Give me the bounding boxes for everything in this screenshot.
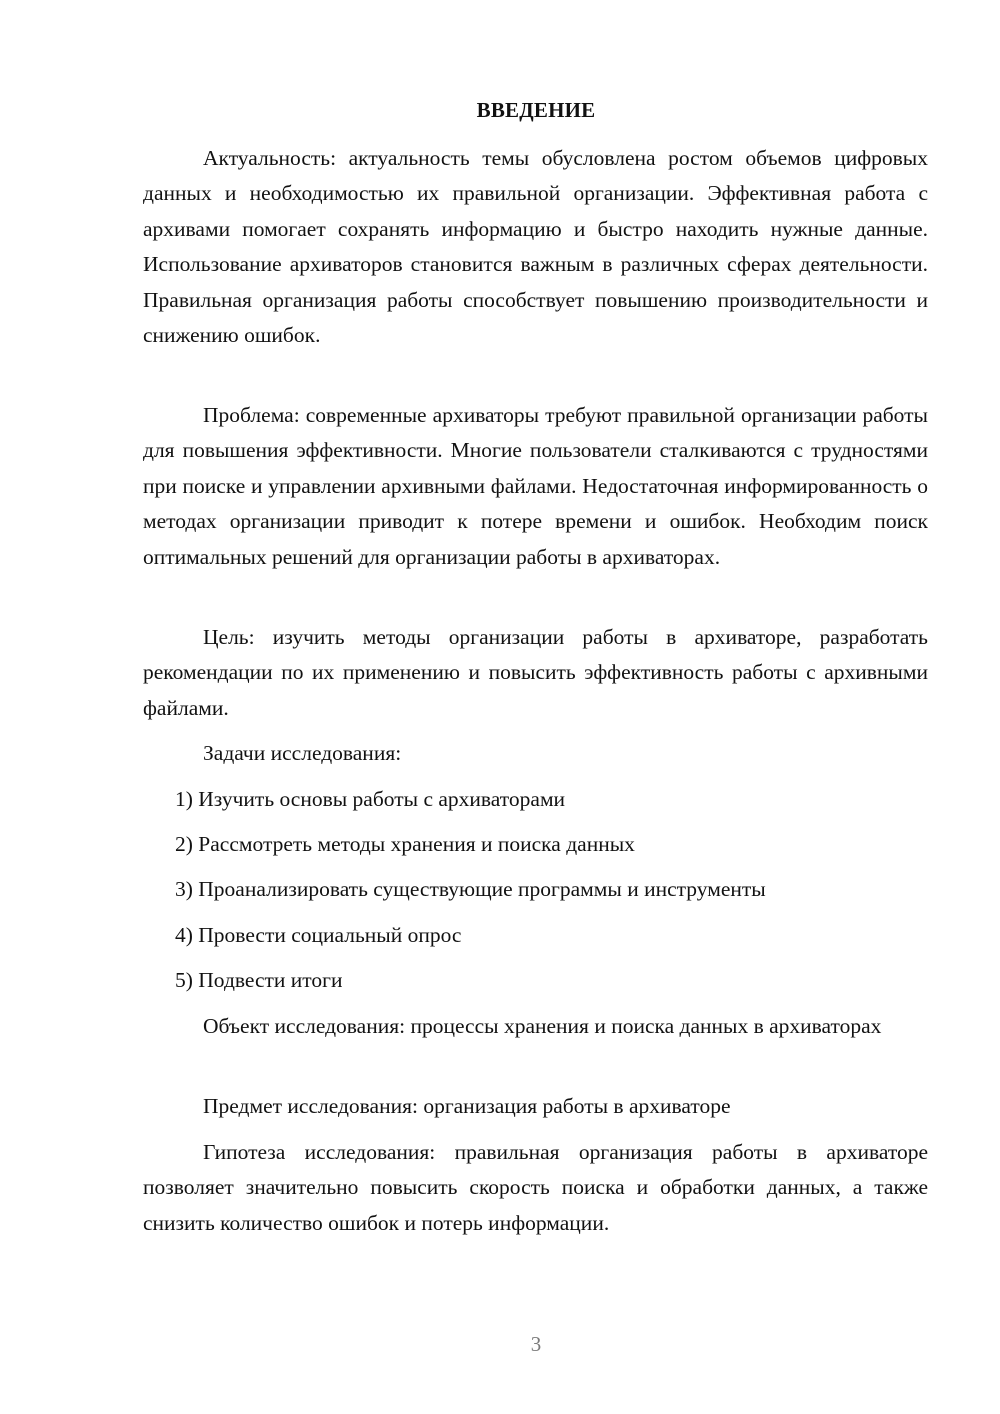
paragraph-goal: Цель: изучить методы организации работы в архиваторе, разработать рекомендации по их применению и повысить эффективность работы с архивными файлами. xyxy=(143,625,928,720)
paragraph-subject: Предмет исследования: организация работы в архиваторе xyxy=(203,1094,731,1118)
task-item-1: 1) Изучить основы работы с архиваторами xyxy=(175,787,566,811)
page-heading: ВВЕДЕНИЕ xyxy=(476,98,596,122)
task-item-4: 4) Провести социальный опрос xyxy=(175,923,462,947)
paragraph-hypothesis: Гипотеза исследования: правильная организация работы в архиваторе позволяет значительно повысить скорость поиска и обработки данных, а также снизить количество ошибок и потерь информации. xyxy=(143,1140,928,1235)
paragraph-problem: Проблема: современные архиваторы требуют правильной организации работы для повышения эффективности. Многие пользователи сталкиваются с трудностями при поиске и управлении архивными файлами. Недостаточная информированность о методах организации приводит к потере времени и ошибок. Необходим поиск оптимальных решений для организации работы в архиваторах. xyxy=(143,403,928,569)
paragraph-relevance: Актуальность: актуальность темы обусловлена ростом объемов цифровых данных и необходимостью их правильной организации. Эффективная работа с архивами помогает сохранять информацию и быстро находить нужные данные. Использование архиваторов становится важным в различных сферах деятельности. Правильная организация работы способствует повышению производительности и снижению ошибок. xyxy=(143,146,928,348)
tasks-title: Задачи исследования: xyxy=(203,741,402,765)
task-item-2: 2) Рассмотреть методы хранения и поиска данных xyxy=(175,832,635,856)
task-item-3: 3) Проанализировать существующие программы и инструменты xyxy=(175,877,766,901)
page-number: 3 xyxy=(530,1332,542,1356)
task-item-5: 5) Подвести итоги xyxy=(175,968,343,992)
paragraph-object: Объект исследования: процессы хранения и поиска данных в архиваторах xyxy=(203,1014,882,1038)
